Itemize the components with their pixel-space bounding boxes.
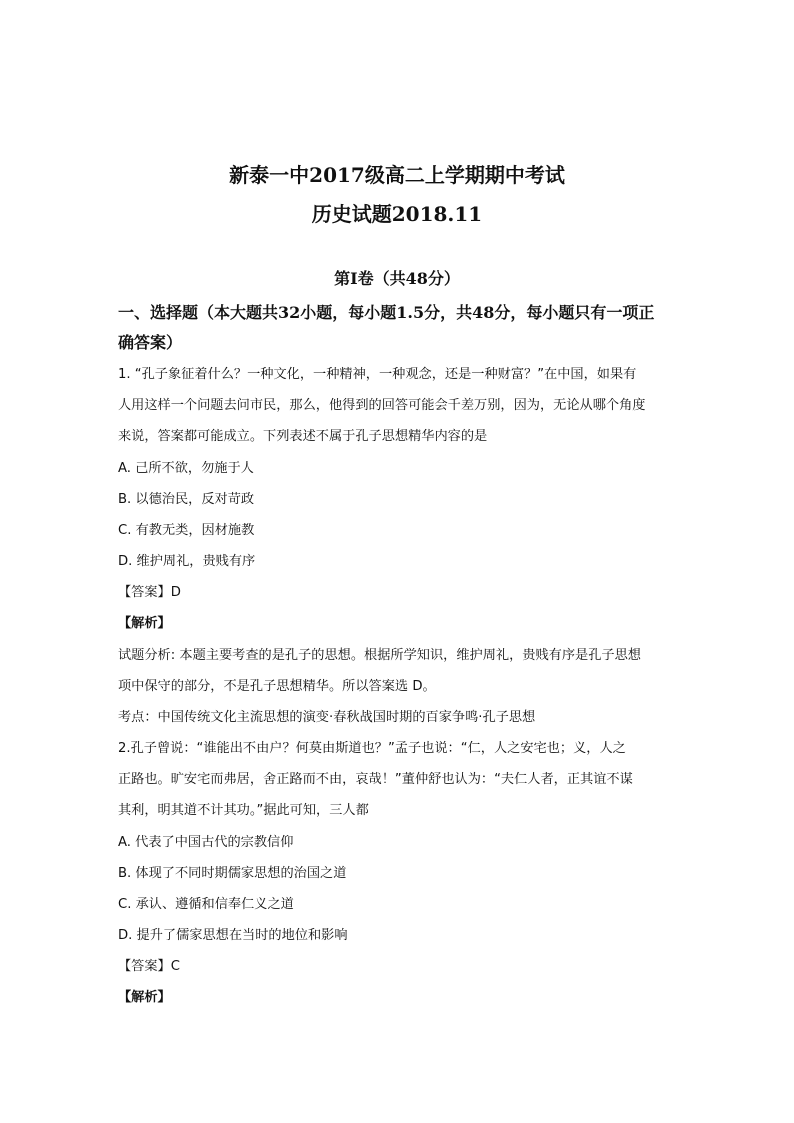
q2-stem-line: 正路也。旷安宅而弗居，舍正路而不由，哀哉！”董仲舒也认为：“夫仁人者，正其谊不谋	[118, 772, 633, 787]
q1-stem-line: 1. “孔子象征着什么？一种文化，一种精神，一种观念，还是一种财富？”在中国，如果有	[118, 367, 637, 382]
q1-option-b: B. 以德治民，反对苛政	[118, 492, 255, 507]
exam-title: 新泰一中2017级高二上学期期中考试	[229, 163, 565, 187]
part-title: 第I卷（共48分）	[334, 269, 460, 288]
q2-stem-line: 2.孔子曾说：“谁能出不由户？何莫由斯道也？”孟子也说：“仁，人之安宅也；义，人之	[118, 741, 626, 756]
q1-analysis-line: 项中保守的部分，不是孔子思想精华。所以答案选 D。	[118, 679, 436, 694]
q1-analysis-label: 【解析】	[118, 616, 171, 631]
q1-option-c: C. 有教无类，因材施教	[118, 523, 255, 538]
q2-option-d: D. 提升了儒家思想在当时的地位和影响	[118, 928, 348, 943]
q1-option-a: A. 己所不欲，勿施于人	[118, 461, 254, 476]
section-heading-line1: 一、选择题（本大题共32小题，每小题1.5分，共48分，每小题只有一项正	[118, 303, 655, 322]
q2-analysis-label: 【解析】	[118, 990, 171, 1005]
q1-kaodian: 考点：中国传统文化主流思想的演变·春秋战国时期的百家争鸣·孔子思想	[118, 710, 536, 725]
q1-option-d: D. 维护周礼，贵贱有序	[118, 554, 256, 569]
exam-subtitle: 历史试题2018.11	[311, 202, 483, 226]
section-heading-line2: 确答案）	[118, 333, 183, 352]
q2-stem-line: 其利，明其道不计其功。”据此可知，三人都	[118, 803, 369, 818]
q1-answer: 【答案】D	[118, 585, 181, 600]
q2-option-c: C. 承认、遵循和信奉仁义之道	[118, 897, 294, 912]
q1-stem-line: 人用这样一个问题去问市民，那么，他得到的回答可能会千差万别，因为，无论从哪个角度	[118, 398, 646, 413]
q2-option-b: B. 体现了不同时期儒家思想的治国之道	[118, 866, 347, 881]
q2-answer: 【答案】C	[118, 959, 180, 974]
q1-analysis-line: 试题分析: 本题主要考查的是孔子的思想。根据所学知识，维护周礼，贵贱有序是孔子思想	[118, 648, 641, 663]
q2-option-a: A. 代表了中国古代的宗教信仰	[118, 835, 294, 850]
q1-stem-line: 来说，答案都可能成立。下列表述不属于孔子思想精华内容的是	[118, 429, 488, 444]
